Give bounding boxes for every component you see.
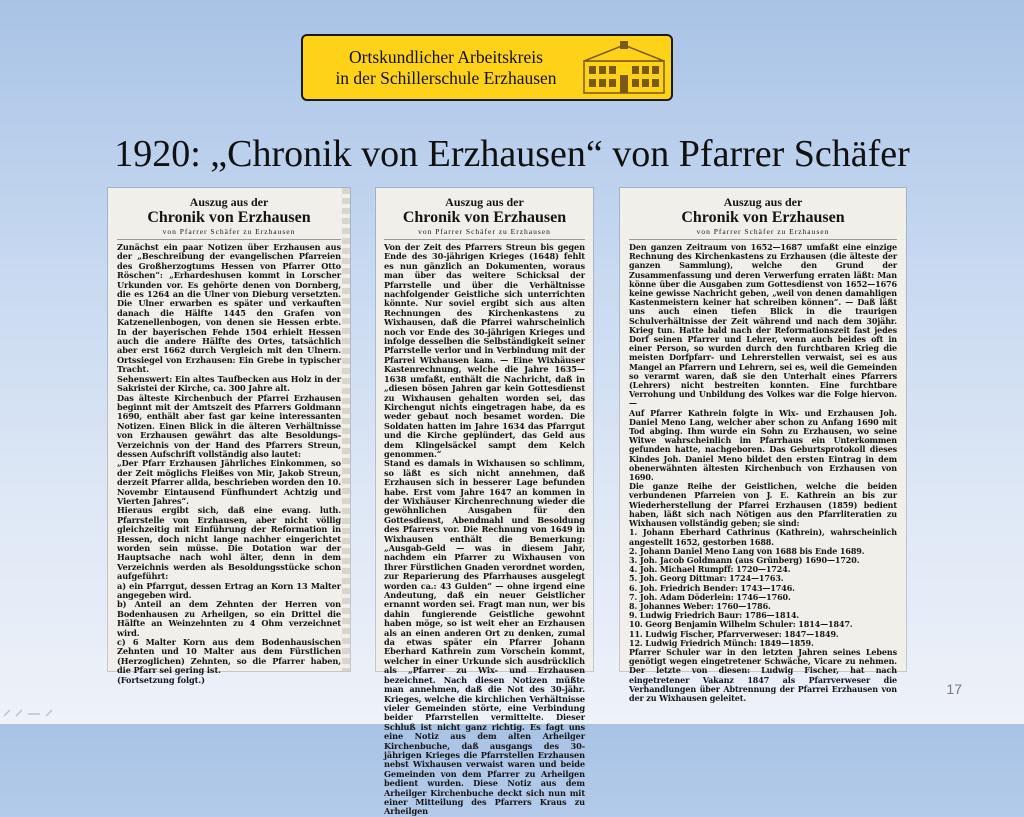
slide-navigation-icon[interactable] [0,706,60,720]
banner-line-2: in der Schillerschule Erzhausen [335,67,557,88]
newspaper-clipping-3 [620,188,906,703]
clipping-byline: von Pfarrer Schäfer zu Erzhausen [384,227,585,240]
clipping-heading-small: Auszug aus der [189,195,269,209]
clipping-heading-small: Auszug aus der [723,195,803,209]
clipping-heading: Chronik von Erzhausen [402,209,567,226]
clipping-heading-small: Auszug aus der [445,195,524,209]
clipping-heading: Chronik von Erzhausen [681,209,845,226]
clipping-torn-edge [342,188,350,671]
clipping-body: Den ganzen Zeitraum von 1652—1687 umfaßt eine einzige Rechnung des Kirchenkastens zu Erzhausen (die älteste der ganzen Sammlung), welche den Grund der Zusammenfassung und deren Verwerfung erraten läßt: Man könne über die Ausgaben zum Gottesdienst von 1652—1676 keine gewisse Nachricht geben, „weil von denen damahligen Kastenmeistern keiner hat schreiben können“. — Daß läßt uns auch einen tiefen Blick in die traurigen Schulverhältnisse der Zeit während und nach dem 30jähr. Krieg tun. Hatte bald nach der Reformationszeit fast jedes Dorf seinen Pfarrer und Lehrer, wenn auch beides oft in einer Person, so wurden durch den furchtbaren Krieg die meisten Dorfpfarr- und Lehrerstellen verwaist, sei es aus Mangel an Pfarrern und Lehrern, sei es, weil die Gemeinden so verarmt waren, daß sie den Unterhalt eines Pfarrers (Lehrers) nicht bestreiten konnten. Eine furchtbare Verrohung und Unbildung des Volkes war die Folge hiervon. — Auf Pfarrer Kathrein folgte in Wix- und Erzhausen Joh. Daniel Meno Lang, welcher aber schon zu Anfang 1690 mit Tod abging. Ihm wurde ein Sohn zu Erzhausen, wo seine Witwe wahrscheinlich im Pfarrhaus ein Unterkommen gefunden hatte, nachgeboren. Das Geburtsprotokoll dieses Kindes Joh. Daniel Meno bildet den ersten Eintrag in dem obenerwähnten ältesten Kirchenbuch von Erzhausen von 1690. Die ganze Reihe der Geistlichen, welche die beiden verbundenen Pfarreien von J. E. Kathrein an bis zur Wiederherstellung der Pfarrei Erzhausen (1859) bedient haben, läßt sich nach Nötigen aus den Pfarrliteratien zu Wixhausen vollständig geben; sie sind: 1. Johann Eberhard Cathrinus (Kathrein), wahrscheinlich angestellt 1652, gestorben 1688. 2. Johann Daniel Meno Lang von 1688 bis Ende 1689. 3. Joh. Jacob Goldmann (aus Grünberg) 1690—1720. 4. Joh. Michael Rumpff: 1720—1724. 5. Joh. Georg Dittmar: 1724—1763. 6. Joh. Friedrich Bender: 1743—1746. 7. Joh. Adam Döderlein: 1746—1760. 8. Johannes Weber: 1760—1786. 9. Ludwig Friedrich Baur: 1786—1814. 10. Georg Benjamin Wilhelm Schuler: 1814—1847. 11. Ludwig Fischer, Pfarrverweser: 1847—1849. 12. Ludwig Friedrich Münch: 1849—1859. Pfarrer Schuler war in den letzten Jahren seines Lebens genötigt wegen eingetretener Schwäche, Vicare zu nehmen. Der letzte von diesen: Ludwig Fischer, hat nach eingetretener Vakanz 1847 als Pfarrverweser die Verhandlungen über Abtrennung der Pfarrei Erzhausen von der zu Wixhausen geleitet. [629,242,897,703]
slide-title: 1920: „Chronik von Erzhausen“ von Pfarrer Schäfer [114,133,910,175]
clipping-heading: Chronik von Erzhausen [147,209,311,226]
newspaper-clipping-2 [376,188,593,817]
clipping-byline: von Pfarrer Schäfer zu Erzhausen [629,227,897,240]
newspaper-clipping-1 [108,188,350,685]
clipping-body: Zunächst ein paar Notizen über Erzhausen aus der „Beschreibung der evangelischen Pfarreien des Großherzogtums Hessen von Pfarrer Otto Röschen“: „Erhardeshusen kommt in Lorscher Urkunden vor. Es gehörte denen von Dornberg, die es 1264 an die Ulner von Dieburg versetzten. Die Ulner erwarben es später und verkauften danach die Hälfte 1445 den Grafen von Katzenellenbogen, von denen sie Hessen erbte. In der bayerischen Fehde 1504 erhielt Hessen auch die andere Hälfte des Ortes, tatsächlich aber erst 1662 durch Vergleich mit den Ulnern. Ortssiegel von Erzhausen: Ein Grebe in typischer Tracht. Sehenswert: Ein altes Taufbecken aus Holz in der Sakristei der Kirche, ca. 300 Jahre alt. Das älteste Kirchenbuch der Pfarrei Erzhausen beginnt mit der Amtszeit des Pfarrers Goldmann 1690, enthält aber fast gar keine interessanten Notizen. Einen Blick in die älteren Verhältnisse von Erzhausen gewährt das alte Besoldungs-Verzeichnis von der Hand des Pfarrers Streun, dessen Aufschrift vollständig also lautet: „Der Pfarr Erzhausen Jährliches Einkommen, so der Zeit möglichs Fleißes von Mir, Jakob Streun, derzeit Pfarrer allda, beschrieben worden den 10. Novembr Eintausend Fünfhundert Achtzig und Vierten Jahres“. Hieraus ergibt sich, daß eine evang. luth. Pfarrstelle von Erzhausen, aber nicht völlig gleichzeitig mit Einführung der Reformation in Hessen, doch nicht lange nachher eingerichtet worden sein müsse. Die Dotation war der Hauptsache nach wohl älter, denn in dem Verzeichnis werden als Besoldungsstücke schon aufgeführt: a) ein Pfarrgut, dessen Ertrag an Korn 13 Malter angegeben wird. b) Anteil an dem Zehnten der Herren von Bodenhausen zu Arheilgen, so ein Drittel die Hälfte an Weinzehnten zu 4 Ohm verzeichnet wird. c) 6 Malter Korn aus dem Bodenhausischen Zehnten und 10 Malter aus dem Fürstlichen (Herzoglichen) Zehnten, so die Pfarrer haben, die Pfarr sei gering ist. (Fortsetzung folgt.) [117,242,341,685]
school-building-icon [583,41,665,95]
banner-text [303,47,583,89]
banner-line-1: Ortskundlicher Arbeitskreis [349,46,543,67]
banner [301,34,673,101]
slide-number: 17 [946,681,962,697]
clipping-body: Von der Zeit des Pfarrers Streun bis gegen Ende des 30-jährigen Krieges (1648) fehlt es nun gänzlich an Dokumenten, woraus man über das weitere Schicksal der Pfarrstelle und über die Verhältnisse nachfolgender Geistliche sich unterrichten könnte. Nur soviel ergibt sich aus alten Rechnungen des Kirchenkastens zu Wixhausen, daß die Pfarrei wahrscheinlich noch vor Ende des 30-jährigen Krieges und infolge desselben die Selbständigkeit seiner Pfarrstelle verlor und in Verbindung mit der Pfarrei Wixhausen kam. — Eine Wixhäuser Kastenrechnung, welche die Jahre 1635—1638 umfaßt, enthält die Nachricht, daß in „diesen bösen Jahren gar kein Gottesdienst zu Wixhausen gehalten worden sei, das Kirchengut nichts eingetragen habe, da es weder gebaut noch besamet worden. Die Soldaten hatten im Jahre 1634 das Pfarrgut und die Kirche geplündert, das Geld aus dem Klingelsäckel sampt dem Kelch genommen.“ Stand es damals in Wixhausen so schlimm, so läßt es sich nicht annehmen, daß Erzhausen sich in besserer Lage befunden habe. Erst vom Jahre 1647 an kommen in der Wixhäuser Kirchenrechnung wieder die gewöhnlichen Ausgaben für den Gottesdienst, Abendmahl und Besoldung des Pfarrers vor. Die Rechnung von 1649 in Wixhausen enthält die Bemerkung: „Ausgab-Geld — was in diesem Jahr, nachdem ein Pfarrer zu Wixhausen von Ihrer Fürstlichen Gnaden verordnet worden, zur Reparierung des Pfarrhauses ausgelegt worden ca.: 43 Gulden“ — ohne irgend eine Andeutung, daß ein neuer Geistlicher ernannt worden sei. Fragt man nun, wer bis dahin fungierende Geistliche gewohnt haben möge, so ist weit eher an Erzhausen als an einen anderen Ort zu denken, zumal da etwas später ein Pfarrer Johann Eberhard Kathrein zum Vorschein kommt, welcher in einer Urkunde sich ausdrücklich als „Pfarrer zu Wix- und Erzhausen bezeichnet. Nach diesen Notizen müßte man annehmen, daß die Not des 30-jähr. Krieges, welche die kirchlichen Verhältnisse vieler Gemeinden störte, eine Verbindung beider Pfarrstellen vermittelte. Dieser Schluß ist nicht ganz richtig. Es fagt uns eine Notiz aus dem alten Arheilger Kirchenbuche, daß ausgangs des 30-jährigen Krieges die Pfarrstellen Erzhausen nebst Wixhausen verwaist waren und beide Gemeinden von dem Pfarrer zu Arheilgen bedient wurden. Diese Notiz aus dem Arheilger Kirchenbuche deckt sich nun mit einer Mitteilung des Pfarrers Kraus zu Arheilgen [384,242,585,817]
clipping-byline: von Pfarrer Schäfer zu Erzhausen [117,227,341,240]
